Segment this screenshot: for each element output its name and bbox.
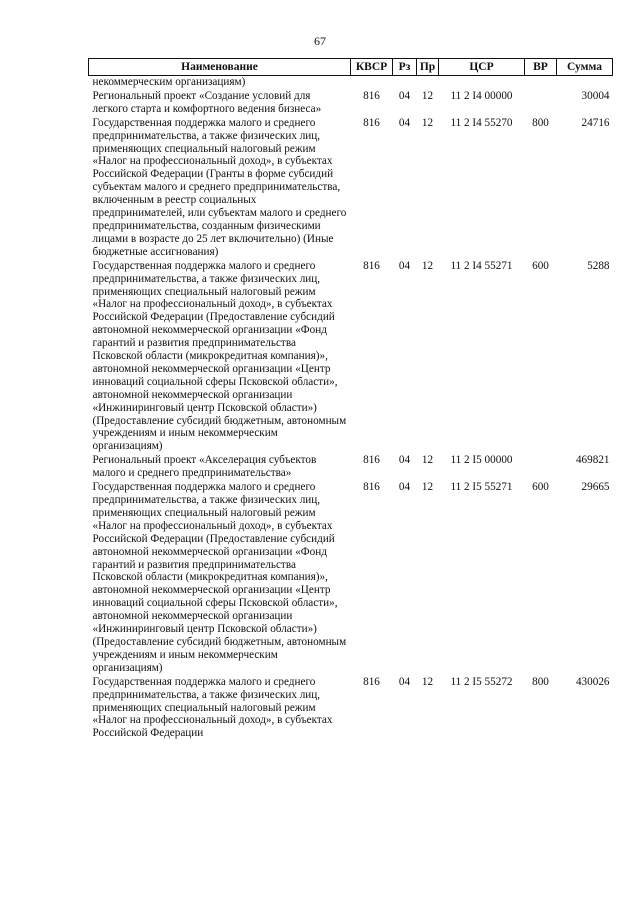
row-vr: 600	[532, 481, 549, 494]
budget-table-container	[88, 58, 612, 741]
row-rz: 04	[398, 454, 411, 467]
row-pr: 12	[421, 116, 434, 129]
table-row	[89, 117, 613, 260]
row-sum: 5288	[587, 259, 610, 272]
row-name: Государственная поддержка малого и среднего предпринимательства, а также физических лиц, применяющих специальный налоговый режим «Налог на профессиональный доход», в субъектах Российской Федерации	[92, 675, 333, 740]
header-pr: Пр	[417, 59, 439, 76]
row-vr: 800	[532, 116, 549, 129]
row-csr: 11 2 I5 00000	[450, 454, 513, 467]
row-kvsr	[351, 76, 393, 90]
row-kvsr: 816	[363, 675, 380, 688]
table-header	[89, 59, 613, 76]
row-kvsr: 816	[363, 454, 380, 467]
row-kvsr: 816	[363, 89, 380, 102]
row-csr: 11 2 I5 55271	[450, 481, 513, 494]
table-body	[89, 76, 613, 742]
row-rz: 04	[398, 675, 411, 688]
header-kvsr: КВСР	[351, 59, 393, 76]
row-sum: 430026	[575, 675, 610, 688]
row-name: Государственная поддержка малого и среднего предпринимательства, а также физических лиц, применяющих специальный налоговый режим «Налог на профессиональный доход», в субъектах Российской Федерации (Предоставление субсидий автономной некоммерческой организации «Фонд гарантий и развития предпринимательства Псковской области (микрокредитная компания)», автономной некоммерческой организации «Центр инноваций социальной сферы Псковской области», автономной некоммерческой организации «Инжиниринговый центр Псковской области») (Предоставление субсидий бюджетным, автономным учреждениям и иным некоммерческим организациям)	[92, 481, 347, 674]
row-sum	[557, 76, 613, 90]
row-sum: 30004	[581, 89, 610, 102]
row-name: Государственная поддержка малого и среднего предпринимательства, а также физических лиц, применяющих специальный налоговый режим «Налог на профессиональный доход», в субъектах Российской Федерации (Гранты в форме субсидий субъектам малого и среднего предпринимательства, включенным в реестр социальных предпринимателей, или субъектам малого и среднего предпринимательства, созданным физическими лицами в возрасте до 25 лет включительно) (Иные бюджетные ассигнования)	[92, 116, 347, 258]
header-row	[89, 59, 613, 76]
row-kvsr: 816	[363, 116, 380, 129]
row-vr: 600	[532, 259, 549, 272]
row-vr: 800	[532, 675, 549, 688]
row-sum: 469821	[575, 454, 610, 467]
row-vr	[525, 454, 557, 481]
header-sum: Сумма	[557, 59, 613, 76]
header-vr: ВР	[525, 59, 557, 76]
header-name: Наименование	[89, 59, 351, 76]
row-rz: 04	[398, 481, 411, 494]
row-rz: 04	[398, 89, 411, 102]
row-vr	[525, 76, 557, 90]
header-csr: ЦСР	[439, 59, 525, 76]
row-csr: 11 2 I4 55270	[450, 116, 513, 129]
row-kvsr: 816	[363, 259, 380, 272]
table-row	[89, 76, 613, 90]
table-row	[89, 454, 613, 481]
row-rz	[393, 76, 417, 90]
row-csr: 11 2 I5 55272	[450, 675, 513, 688]
row-sum: 29665	[581, 481, 610, 494]
row-name: Региональный проект «Акселерация субъектов малого и среднего предпринимательства»	[92, 454, 317, 480]
row-pr: 12	[421, 89, 434, 102]
budget-table	[88, 58, 613, 741]
row-csr: 11 2 I4 00000	[450, 89, 513, 102]
header-rz: Рз	[393, 59, 417, 76]
row-csr	[439, 76, 525, 90]
table-row	[89, 481, 613, 676]
table-row	[89, 90, 613, 117]
row-rz: 04	[398, 259, 411, 272]
row-pr: 12	[421, 675, 434, 688]
row-kvsr: 816	[363, 481, 380, 494]
page-number: 67	[314, 34, 326, 48]
table-row	[89, 260, 613, 455]
row-vr	[525, 90, 557, 117]
row-csr: 11 2 I4 55271	[450, 259, 513, 272]
row-name: Региональный проект «Создание условий для легкого старта и комфортного ведения бизнеса»	[92, 89, 322, 115]
table-row	[89, 676, 613, 742]
row-name: некоммерческим организациям)	[92, 76, 246, 88]
row-rz: 04	[398, 116, 411, 129]
row-sum: 24716	[581, 116, 610, 129]
row-pr: 12	[421, 259, 434, 272]
row-pr: 12	[421, 481, 434, 494]
row-pr: 12	[421, 454, 434, 467]
row-name: Государственная поддержка малого и среднего предпринимательства, а также физических лиц, применяющих специальный налоговый режим «Налог на профессиональный доход», в субъектах Российской Федерации (Предоставление субсидий автономной некоммерческой организации «Фонд гарантий и развития предпринимательства Псковской области (микрокредитная компания)», автономной некоммерческой организации «Центр инноваций социальной сферы Псковской области», автономной некоммерческой организации «Инжиниринговый центр Псковской области») (Предоставление субсидий бюджетным, автономным учреждениям и иным некоммерческим организациям)	[92, 259, 347, 453]
row-pr	[417, 76, 439, 90]
